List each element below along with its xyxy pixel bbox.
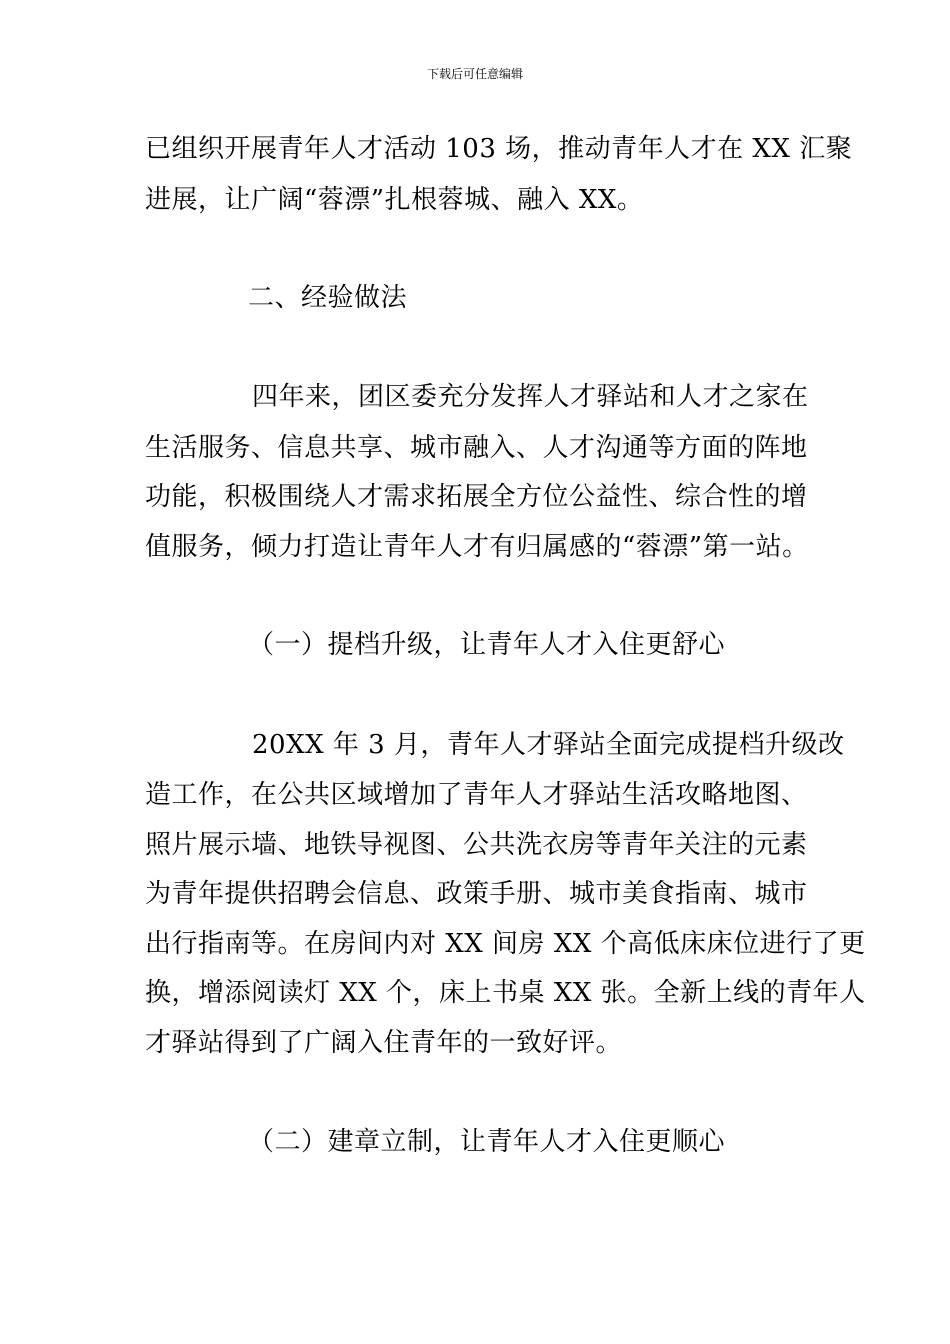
paragraph-line: 已组织开展青年人才活动 103 场，推动青年人才在 XX 汇聚 xyxy=(145,134,853,164)
paragraph-line: 四年来，团区委充分发挥人才驿站和人才之家在 xyxy=(252,382,809,412)
subsection-heading: （二）建章立制，让青年人才入住更顺心 xyxy=(248,1127,726,1157)
paragraph-line: 20XX 年 3 月，青年人才驿站全面完成提档升级改 xyxy=(252,730,845,760)
paragraph-line: 照片展示墙、地铁导视图、公共洗衣房等青年关注的元素 xyxy=(145,830,808,860)
paragraph-line: 造工作，在公共区域增加了青年人才驿站生活攻略地图、 xyxy=(145,780,808,810)
paragraph-line: 进展，让广阔“蓉漂”扎根蓉城、融入 XX。 xyxy=(145,185,644,215)
paragraph-line: 为青年提供招聘会信息、政策手册、城市美食指南、城市 xyxy=(145,879,808,909)
paragraph-line: 功能，积极围绕人才需求拓展全方位公益性、综合性的增 xyxy=(145,482,808,512)
paragraph-line: 生活服务、信息共享、城市融入、人才沟通等方面的阵地 xyxy=(145,433,808,463)
paragraph-line: 出行指南等。在房间内对 XX 间房 XX 个高低床床位进行了更 xyxy=(145,929,866,959)
section-heading: 二、经验做法 xyxy=(248,283,408,313)
paragraph-line: 换，增添阅读灯 XX 个，床上书桌 XX 张。全新上线的青年人 xyxy=(145,978,866,1008)
subsection-heading: （一）提档升级，让青年人才入住更舒心 xyxy=(248,630,726,660)
paragraph-line: 值服务，倾力打造让青年人才有归属感的“蓉漂”第一站。 xyxy=(145,532,809,562)
page-header-note: 下载后可任意编辑 xyxy=(426,67,523,81)
paragraph-line: 才驿站得到了广阔入住青年的一致好评。 xyxy=(145,1028,623,1058)
